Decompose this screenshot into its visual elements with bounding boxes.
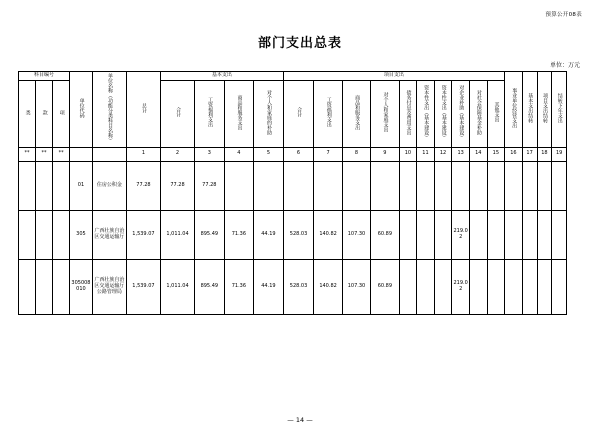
header-project-social-fund: 对社会保障基金补助 [469,80,487,147]
table-header-row-1 [19,72,582,81]
cell-xiang [53,161,70,210]
cell-project-total: 528.03 [283,210,314,259]
header-basic-goods: 商品和服务支出 [224,80,254,147]
cell-project-carryover [537,259,552,314]
cell-project-social-fund [469,259,487,314]
cell-project-enterprise-subsidy [452,161,470,210]
header-carryover-next-year: 结转下年支出 [552,72,567,148]
header-unit-code: 单位代码 [70,72,93,148]
numcell-kuan: ** [36,147,53,161]
cell-unit-name: 广西壮族自治区交通运输厅 [92,210,126,259]
cell-basic-salary: 895.49 [195,210,225,259]
cell-project-enterprise-subsidy: 219.02 [452,210,470,259]
header-col-kuan: 款 [36,80,53,147]
cell-project-social-fund [469,210,487,259]
header-total: 总计 [126,72,160,148]
cell-project-goods [342,161,370,210]
header-business-expense: 事业单位经营支出 [505,72,523,148]
colnum-1: 1 [126,147,160,161]
header-project-debt: 债务付息及费用支出 [399,80,417,147]
header-project-enterprise-subsidy: 对企业补助（基本建设） [452,80,470,147]
cell-project-total: 528.03 [283,259,314,314]
colnum-13: 13 [452,147,470,161]
cell-project-personal: 60.89 [371,210,399,259]
cell-project-personal [371,161,399,210]
header-code-group: 科目编号 [19,72,70,81]
header-project-other: 其他支出 [487,80,505,147]
cell-project-other [487,259,505,314]
cell-basic-total: 77.28 [160,161,194,210]
cell-business-expense [505,259,523,314]
cell-unit-code: 305008010 [70,259,93,314]
table-row [19,259,582,314]
header-project-carryover: 项目支出结转 [537,72,552,148]
header-project-goods: 商品和服务支出 [342,80,370,147]
cell-project-salary: 140.82 [314,259,342,314]
table-column-number-row [19,147,582,161]
header-basic-carryover: 基本支出结转 [522,72,537,148]
colnum-2: 2 [160,147,194,161]
colnum-14: 14 [469,147,487,161]
cell-basic-carryover [522,210,537,259]
numcell-xiang: ** [53,147,70,161]
header-unit-name: 单位名称（功能分类科目名称） [92,72,126,148]
cell-project-goods: 107.30 [342,210,370,259]
cell-total: 1,539.07 [126,259,160,314]
colnum-9: 9 [371,147,399,161]
header-project-group: 项目支出 [283,72,504,81]
cell-project-enterprise-subsidy: 219.02 [452,259,470,314]
form-code-tag: 预算公开08表 [545,12,582,18]
cell-basic-total: 1,011.04 [160,259,194,314]
cell-basic-carryover [522,161,537,210]
colnum-8: 8 [342,147,370,161]
cell-business-expense [505,161,523,210]
cell-total: 77.28 [126,161,160,210]
cell-project-debt [399,259,417,314]
numcell-unitname [92,147,126,161]
header-project-capital-b: 资本性支出（基本建设） [434,80,452,147]
header-project-personal: 对个人和家庭支出 [371,80,399,147]
header-basic-group: 基本支出 [160,72,283,81]
cell-project-salary [314,161,342,210]
cell-xiang [53,210,70,259]
unit-label: 单位：万元 [549,62,580,69]
cell-carryover-next-year [552,161,567,210]
cell-kuan [36,161,53,210]
numcell-unitcode [70,147,93,161]
colnum-15: 15 [487,147,505,161]
colnum-16: 16 [505,147,523,161]
cell-business-expense [505,210,523,259]
cell-basic-total: 1,011.04 [160,210,194,259]
cell-unit-name: 广西壮族自治区交通运输厅公路管理局 [92,259,126,314]
cell-project-goods: 107.30 [342,259,370,314]
header-basic-salary: 工资福利支出 [195,80,225,147]
cell-project-debt [399,161,417,210]
colnum-11: 11 [417,147,435,161]
cell-xiang [53,259,70,314]
header-basic-total: 合计 [160,80,194,147]
colnum-18: 18 [537,147,552,161]
cell-unit-code: 01 [70,161,93,210]
colnum-7: 7 [314,147,342,161]
cell-unit-code: 305 [70,210,93,259]
numcell-lei: ** [19,147,36,161]
cell-kuan [36,259,53,314]
page-title: 部门支出总表 [257,36,342,51]
cell-project-capital-b [434,161,452,210]
cell-project-personal: 60.89 [371,259,399,314]
cell-basic-salary: 77.28 [195,161,225,210]
cell-project-total [283,161,314,210]
cell-project-salary: 140.82 [314,210,342,259]
cell-basic-personal: 44.19 [254,259,284,314]
cell-project-debt [399,210,417,259]
cell-project-other [487,210,505,259]
cell-lei [19,161,36,210]
colnum-5: 5 [254,147,284,161]
cell-basic-goods: 71.36 [224,259,254,314]
colnum-10: 10 [399,147,417,161]
cell-carryover-next-year [552,210,567,259]
cell-project-capital-b [434,210,452,259]
colnum-3: 3 [195,147,225,161]
cell-basic-personal [254,161,284,210]
cell-project-carryover [537,161,552,210]
cell-basic-personal: 44.19 [254,210,284,259]
cell-total: 1,539.07 [126,210,160,259]
header-basic-personal: 对个人和家庭的补助 [254,80,284,147]
cell-project-other [487,161,505,210]
header-project-total: 合计 [283,80,314,147]
colnum-19: 19 [552,147,567,161]
cell-basic-goods [224,161,254,210]
expenditure-summary-table [18,71,582,315]
cell-project-capital-b [434,259,452,314]
cell-basic-salary: 895.49 [195,259,225,314]
table-row [19,161,582,210]
header-col-xiang: 项 [53,80,70,147]
table-row [19,210,582,259]
cell-carryover-next-year [552,259,567,314]
cell-project-capital-a [417,161,435,210]
header-col-lei: 类 [19,80,36,147]
cell-unit-name: 住房公积金 [92,161,126,210]
cell-basic-carryover [522,259,537,314]
cell-project-carryover [537,210,552,259]
cell-lei [19,259,36,314]
colnum-4: 4 [224,147,254,161]
cell-kuan [36,210,53,259]
page-number: — 14 — [287,416,313,424]
cell-lei [19,210,36,259]
cell-project-social-fund [469,161,487,210]
cell-basic-goods: 71.36 [224,210,254,259]
header-project-capital-a: 资本性支出（基本建设） [417,80,435,147]
colnum-12: 12 [434,147,452,161]
cell-project-capital-a [417,210,435,259]
colnum-6: 6 [283,147,314,161]
cell-project-capital-a [417,259,435,314]
colnum-17: 17 [522,147,537,161]
header-project-salary: 工资福利支出 [314,80,342,147]
